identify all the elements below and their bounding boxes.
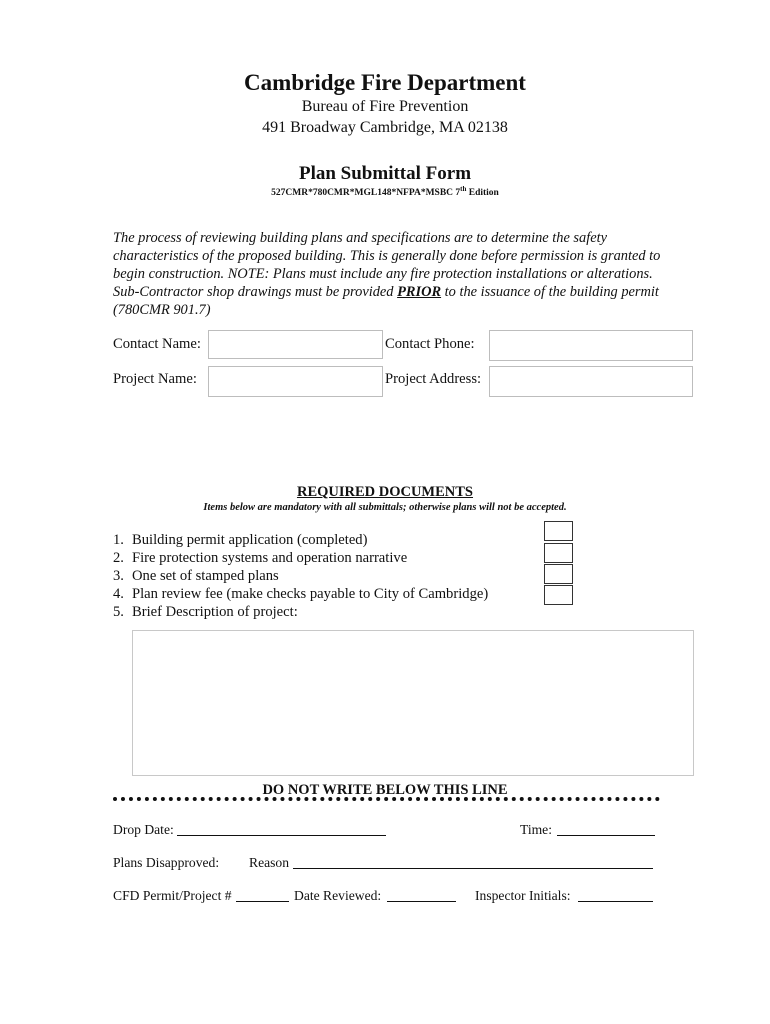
item-number: 5. bbox=[113, 604, 124, 620]
intro-text-after: to the issuance of the building permit (780CMR 901.7) bbox=[113, 284, 659, 318]
required-documents-note: Items below are mandatory with all submittals; otherwise plans will not be accepted. bbox=[203, 502, 567, 513]
contact-phone-field[interactable] bbox=[489, 330, 693, 361]
form-title: Plan Submittal Form bbox=[298, 163, 472, 184]
drop-date-label: Drop Date: bbox=[113, 822, 174, 837]
inspector-initials-line[interactable] bbox=[578, 901, 653, 902]
required-documents-heading: REQUIRED DOCUMENTS bbox=[296, 484, 474, 500]
list-item bbox=[113, 549, 488, 567]
item-text: Building permit application (completed) bbox=[132, 532, 368, 548]
list-item bbox=[113, 603, 488, 621]
do-not-write-heading: DO NOT WRITE BELOW THIS LINE bbox=[262, 782, 508, 798]
contact-name-field[interactable] bbox=[208, 330, 383, 359]
required-documents-list bbox=[113, 531, 488, 621]
date-reviewed-line[interactable] bbox=[387, 901, 456, 902]
item-text: Fire protection systems and operation narrative bbox=[132, 550, 408, 566]
item-number: 1. bbox=[113, 532, 124, 548]
item-text: Brief Description of project: bbox=[132, 604, 298, 620]
checkbox-fire-protection-narrative[interactable] bbox=[544, 543, 573, 563]
list-item bbox=[113, 585, 488, 603]
intro-emphasis: PRIOR bbox=[397, 284, 442, 300]
date-reviewed-label: Date Reviewed: bbox=[294, 888, 382, 903]
codes-suffix: Edition bbox=[466, 188, 499, 199]
time-line[interactable] bbox=[557, 835, 655, 836]
checkbox-stamped-plans[interactable] bbox=[544, 564, 573, 584]
item-number: 4. bbox=[113, 586, 124, 602]
project-address-field[interactable] bbox=[489, 366, 693, 397]
list-item bbox=[113, 531, 488, 549]
checkbox-plan-review-fee[interactable] bbox=[544, 585, 573, 605]
department-title: Cambridge Fire Department bbox=[244, 70, 526, 95]
plans-disapproved-label: Plans Disapproved: bbox=[113, 855, 220, 870]
intro-text-before: The process of reviewing building plans and specifications are to determine the safety characteristics of the proposed building. This is generally done before permission is granted to begin construction. NOTE: Plans must include any fire protection installations or alterations. Sub-Contractor shop drawings must be provided bbox=[113, 230, 661, 300]
bureau-name: Bureau of Fire Prevention bbox=[301, 98, 469, 115]
item-number: 3. bbox=[113, 568, 124, 584]
project-name-label: Project Name: bbox=[113, 371, 197, 387]
cfd-permit-line[interactable] bbox=[236, 901, 289, 902]
codes-prefix: 527CMR*780CMR*MGL148*NFPA*MSBC 7 bbox=[271, 188, 461, 199]
project-name-field[interactable] bbox=[208, 366, 383, 397]
time-label: Time: bbox=[520, 822, 552, 837]
reason-label: Reason bbox=[249, 855, 290, 870]
drop-date-line[interactable] bbox=[177, 835, 386, 836]
codes-superscript: th bbox=[460, 185, 467, 193]
list-item bbox=[113, 567, 488, 585]
checkbox-building-permit[interactable] bbox=[544, 521, 573, 541]
contact-phone-label: Contact Phone: bbox=[385, 336, 475, 352]
dotted-divider bbox=[113, 797, 660, 801]
item-text: One set of stamped plans bbox=[132, 568, 279, 584]
contact-name-label: Contact Name: bbox=[113, 336, 201, 352]
project-address-label: Project Address: bbox=[385, 371, 482, 387]
code-references bbox=[0, 185, 770, 198]
project-description-field[interactable] bbox=[132, 630, 694, 776]
intro-paragraph bbox=[113, 229, 673, 319]
reason-line[interactable] bbox=[293, 868, 653, 869]
cfd-permit-label: CFD Permit/Project # bbox=[113, 888, 232, 903]
inspector-initials-label: Inspector Initials: bbox=[475, 888, 571, 903]
item-text: Plan review fee (make checks payable to City of Cambridge) bbox=[132, 586, 489, 602]
department-address: 491 Broadway Cambridge, MA 02138 bbox=[262, 119, 508, 136]
item-number: 2. bbox=[113, 550, 124, 566]
